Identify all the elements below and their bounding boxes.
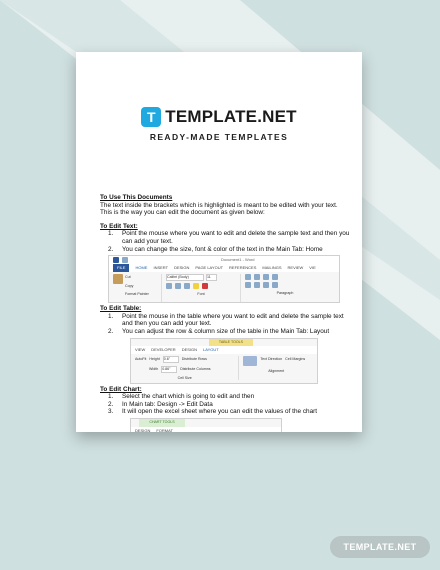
tab-page-layout: PAGE LAYOUT — [195, 265, 224, 271]
tab-layout: LAYOUT — [203, 347, 219, 353]
align-center-icon — [254, 282, 260, 288]
list-item: 1. Point the mouse where you want to edit and delete the sample text and then you can add your text. — [108, 230, 350, 245]
logo-mark: T — [141, 107, 161, 127]
word-ribbon-body — [109, 272, 339, 303]
tab-mailings: MAILINGS — [262, 265, 282, 271]
underline-icon — [184, 283, 190, 289]
chart-ribbon-tabs — [131, 427, 281, 433]
paragraph-group — [245, 274, 329, 302]
word-icon — [113, 257, 119, 263]
cut-label: Cut — [125, 275, 131, 280]
tab-references: REFERENCES — [229, 265, 257, 271]
align-left-icon — [245, 282, 251, 288]
document-body — [100, 142, 350, 432]
list-item: 2. You can change the size, font & color of the text in the Main Tab: Home — [108, 245, 323, 253]
font-group-label: Font — [197, 292, 205, 297]
bullets-icon — [245, 274, 251, 280]
cell-margins-label: Cell Margins — [285, 357, 306, 362]
numbering-icon — [254, 274, 260, 280]
table-ribbon-screenshot — [130, 338, 318, 384]
word-ribbon-tabs — [109, 264, 339, 272]
size-select: 11 — [206, 274, 217, 281]
tab-developer: DEVELOPER — [151, 347, 176, 353]
tab-view: VIEW — [135, 347, 146, 353]
height-input: 0.6" — [163, 356, 179, 363]
brand-badge: TEMPLATE.NET — [330, 536, 430, 558]
list-item: 1. Select the chart which is going to edit and then — [108, 393, 255, 401]
table-tools-label: TABLE TOOLS — [209, 339, 253, 347]
height-label: Height — [149, 357, 160, 362]
table-ribbon-body — [131, 354, 317, 382]
alignment-label: Alignment — [268, 369, 285, 374]
tab-file: FILE — [113, 264, 129, 272]
distribute-columns-label: Distribute Columns — [180, 366, 211, 371]
align-right-icon — [263, 282, 269, 288]
format-painter-label: Format Painter — [125, 292, 149, 297]
brand-logo — [76, 106, 362, 128]
bold-icon — [166, 283, 172, 289]
clipboard-group — [113, 274, 162, 302]
edit-chart-heading: To Edit Chart: — [100, 385, 142, 393]
chart-tools-label: CHART TOOLS — [139, 419, 185, 427]
tab-home: HOME — [135, 265, 148, 271]
paste-label — [113, 301, 157, 303]
word-title-bar: Document1 - Word — [109, 256, 339, 264]
cell-size-group — [135, 356, 239, 380]
font-select: Calibri (Body) — [166, 274, 204, 281]
list-item: 3. It will open the excel sheet where you can edit the values of the chart — [108, 408, 318, 416]
paste-icon — [113, 274, 123, 284]
sort-icon — [272, 274, 278, 280]
tab-format: FORMAT — [156, 427, 173, 432]
save-icon — [122, 257, 128, 263]
width-label: Width — [149, 366, 159, 371]
subtitle: READY-MADE TEMPLATES — [149, 132, 289, 142]
width-input: 0.86" — [161, 366, 177, 373]
edit-text-heading: To Edit Text: — [100, 222, 138, 230]
autofit-label: AutoFit — [135, 357, 147, 362]
table-ribbon-tabs — [131, 346, 317, 354]
italic-icon — [175, 283, 181, 289]
tab-design: DESIGN — [181, 347, 198, 353]
intro-text: The text inside the brackets which is highlighted is meant to be edited with your text. This is the way you can edit the document as given below: — [100, 201, 338, 217]
tab-view: VIE — [309, 265, 316, 271]
chart-ribbon-screenshot — [130, 418, 282, 432]
font-color-icon — [202, 283, 208, 289]
highlight-icon — [193, 283, 199, 289]
list-item: 2. In Main tab: Design -> Edit Data — [108, 400, 213, 408]
tab-insert: INSERT — [153, 265, 169, 271]
justify-icon — [272, 282, 278, 288]
distribute-rows-label: Distribute Rows — [181, 357, 207, 362]
tab-design: DESIGN — [174, 265, 190, 271]
text-direction-label: Text Direction — [260, 357, 283, 362]
document-page — [76, 52, 362, 432]
indent-icon — [263, 274, 269, 280]
logo-text: TEMPLATE.NET — [165, 107, 297, 126]
paragraph-group-label: Paragraph — [276, 291, 294, 296]
cell-size-label: Cell Size — [177, 376, 192, 381]
copy-label: Copy — [125, 283, 134, 288]
intro-heading: To Use This Documents — [100, 194, 173, 201]
word-ribbon-screenshot — [108, 255, 340, 303]
alignment-group — [243, 356, 313, 380]
list-item: 1. Point the mouse in the table where you want to edit and delete the sample text and then you can add your text. — [108, 312, 344, 328]
list-item: 2. You can adjust the row & column size of the table in the Main Tab: Layout — [108, 327, 330, 335]
align-grid-icon — [243, 356, 257, 366]
font-group — [166, 274, 241, 302]
tab-review: REVIEW — [287, 265, 304, 271]
tab-design: DESIGN — [135, 427, 151, 432]
edit-table-heading: To Edit Table: — [100, 305, 142, 313]
